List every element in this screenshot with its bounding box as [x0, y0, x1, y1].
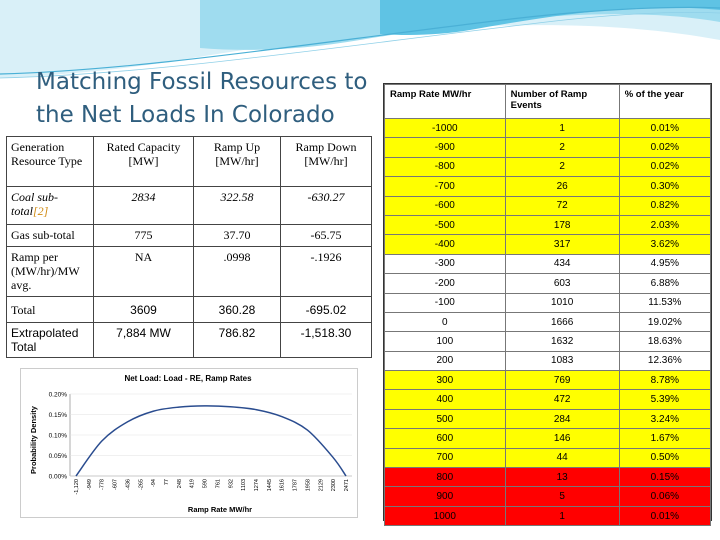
table-row	[7, 323, 372, 358]
ramp-events-cell: 13	[505, 468, 619, 487]
table-row	[385, 506, 711, 525]
table-row	[385, 312, 711, 331]
ramp-rate-cell: -300	[385, 254, 506, 273]
row-ramp-up: 360.28	[194, 297, 281, 323]
x-tick-label: -949	[86, 479, 93, 491]
table-row	[385, 196, 711, 215]
ramp-pct-cell: 12.36%	[619, 351, 710, 370]
header-ramp-up: Ramp Up [MW/hr]	[194, 137, 281, 187]
table-row	[385, 274, 711, 293]
ramp-events-cell: 1	[505, 119, 619, 138]
y-tick-label: 0.20%	[48, 391, 67, 399]
ramp-events-cell: 1666	[505, 312, 619, 331]
ramp-rate-cell: -200	[385, 274, 506, 293]
header-ramp-rate: Ramp Rate MW/hr	[385, 85, 506, 119]
row-capacity: NA	[94, 247, 194, 297]
row-ramp-down: -65.75	[281, 225, 372, 247]
ramp-events-cell: 2	[505, 138, 619, 157]
x-tick-label: 419	[189, 479, 196, 489]
ramp-events-cell: 472	[505, 390, 619, 409]
ramp-events-cell: 317	[505, 235, 619, 254]
ramp-pct-cell: 0.02%	[619, 157, 710, 176]
table-row	[385, 119, 711, 138]
row-ramp-up: 322.58	[194, 187, 281, 225]
table-row	[385, 487, 711, 506]
ramp-rate-cell: -800	[385, 157, 506, 176]
ramp-pct-cell: 0.01%	[619, 119, 710, 138]
x-tick-label: 761	[215, 479, 222, 489]
ramp-events-cell: 5	[505, 487, 619, 506]
table-row	[385, 215, 711, 234]
table-row	[7, 247, 372, 297]
ramp-events-cell: 44	[505, 448, 619, 467]
x-tick-label: -436	[125, 479, 132, 491]
row-ramp-down: -1,518.30	[281, 323, 372, 358]
row-type: Extrapolated Total	[7, 323, 94, 358]
x-tick-label: 248	[176, 479, 183, 489]
table-row	[385, 409, 711, 428]
x-tick-label: 1103	[241, 479, 248, 491]
x-tick-label: 1274	[254, 479, 260, 492]
row-type: Coal sub-total	[11, 190, 59, 218]
table-row	[385, 293, 711, 312]
ramp-rate-cell: 900	[385, 487, 506, 506]
header-resource-type: Generation Resource Type	[7, 137, 94, 187]
y-tick-label: 0.05%	[48, 453, 67, 460]
ramp-rate-cell: 0	[385, 312, 506, 331]
table-row	[385, 254, 711, 273]
table-row	[385, 138, 711, 157]
chart-xlabel: Ramp Rate MW/hr	[187, 505, 253, 514]
ramp-events-cell: 1083	[505, 351, 619, 370]
ramp-pct-cell: 0.02%	[619, 138, 710, 157]
x-tick-label: -1,120	[74, 479, 80, 495]
ramp-pct-cell: 0.15%	[619, 468, 710, 487]
row-ramp-down: -630.27	[281, 187, 372, 225]
ramp-rate-cell: 800	[385, 468, 506, 487]
row-capacity: 7,884 MW	[94, 323, 194, 358]
ramp-rate-cell: 600	[385, 429, 506, 448]
chart-ylabel: Probability Density	[29, 406, 38, 474]
ramp-pct-cell: 18.63%	[619, 332, 710, 351]
x-tick-label: 932	[228, 479, 235, 489]
table-row	[7, 297, 372, 323]
ramp-rate-cell: 100	[385, 332, 506, 351]
table-row	[7, 225, 372, 247]
x-tick-label: -778	[99, 479, 106, 491]
table-row	[385, 468, 711, 487]
ramp-pct-cell: 5.39%	[619, 390, 710, 409]
table-row	[385, 332, 711, 351]
table-row	[385, 429, 711, 448]
ramp-pct-cell: 3.62%	[619, 235, 710, 254]
ramp-rate-cell: -1000	[385, 119, 506, 138]
ramp-pct-cell: 8.78%	[619, 371, 710, 390]
row-ramp-down: -.1926	[281, 247, 372, 297]
table-row	[385, 177, 711, 196]
y-tick-label: 0.15%	[48, 412, 67, 419]
row-type: Total	[7, 297, 94, 323]
row-ramp-up: .0998	[194, 247, 281, 297]
ramp-rate-cell: 700	[385, 448, 506, 467]
slide-title: Matching Fossil Resources to the Net Loads In Colorado	[36, 69, 368, 128]
row-ramp-up: 37.70	[194, 225, 281, 247]
x-tick-label: -94	[151, 479, 158, 487]
y-tick-label: 0.10%	[48, 432, 67, 440]
header-ramp-events: Number of Ramp Events	[505, 85, 619, 119]
table-row	[385, 448, 711, 467]
ramp-events-table	[384, 84, 711, 526]
ramp-rate-cell: -100	[385, 293, 506, 312]
table-row	[385, 351, 711, 370]
ramp-pct-cell: 0.50%	[619, 448, 710, 467]
ramp-events-cell: 434	[505, 254, 619, 273]
ramp-pct-cell: 0.82%	[619, 196, 710, 215]
ramp-rate-cell: 1000	[385, 506, 506, 525]
x-tick-label: 1958	[305, 479, 312, 492]
x-tick-label: 1445	[266, 479, 273, 492]
header-ramp-down: Ramp Down [MW/hr]	[281, 137, 372, 187]
ramp-events-cell: 26	[505, 177, 619, 196]
table-row	[385, 390, 711, 409]
x-tick-label: -607	[112, 479, 119, 491]
ramp-events-cell: 603	[505, 274, 619, 293]
ramp-events-cell: 72	[505, 196, 619, 215]
ramp-rate-cell: -400	[385, 235, 506, 254]
ramp-pct-cell: 4.95%	[619, 254, 710, 273]
row-capacity: 775	[94, 225, 194, 247]
ramp-header-row	[385, 85, 711, 119]
ramp-rate-cell: -500	[385, 215, 506, 234]
ramp-pct-cell: 3.24%	[619, 409, 710, 428]
table-row	[385, 157, 711, 176]
ramp-pct-cell: 0.01%	[619, 506, 710, 525]
table-row	[7, 187, 372, 225]
resource-table	[6, 136, 372, 358]
row-capacity: 2834	[94, 187, 194, 225]
ramp-events-cell: 769	[505, 371, 619, 390]
ramp-events-cell: 1	[505, 506, 619, 525]
table-row	[385, 235, 711, 254]
x-tick-label: 77	[164, 479, 170, 486]
ramp-pct-cell: 19.02%	[619, 312, 710, 331]
ramp-events-cell: 146	[505, 429, 619, 448]
row-type: Gas sub-total	[7, 225, 94, 247]
ramp-rate-cell: -900	[385, 138, 506, 157]
ramp-rate-cell: -600	[385, 196, 506, 215]
ramp-events-cell: 178	[505, 215, 619, 234]
ramp-pct-cell: 11.53%	[619, 293, 710, 312]
row-ramp-up: 786.82	[194, 323, 281, 358]
x-tick-label: 2129	[318, 479, 325, 492]
row-type: Ramp per (MW/hr)/MW avg.	[7, 247, 94, 297]
chart-title: Net Load: Load - RE, Ramp Rates	[124, 374, 252, 383]
row-ramp-down: -695.02	[281, 297, 372, 323]
row-type-cell	[7, 187, 94, 225]
ramp-rate-cell: 500	[385, 409, 506, 428]
ramp-pct-cell: 2.03%	[619, 215, 710, 234]
x-tick-label: 2300	[331, 479, 338, 492]
row-capacity: 3609	[94, 297, 194, 323]
ramp-events-cell: 1632	[505, 332, 619, 351]
x-tick-label: -265	[138, 479, 145, 491]
ramp-pct-cell: 1.67%	[619, 429, 710, 448]
footnote-marker: [2]	[33, 204, 49, 218]
ramp-rate-cell: 400	[385, 390, 506, 409]
header-rated-capacity: Rated Capacity [MW]	[94, 137, 194, 187]
x-tick-label: 2471	[344, 479, 350, 492]
table-row	[385, 371, 711, 390]
ramp-rate-cell: 200	[385, 351, 506, 370]
table-header-row	[7, 137, 372, 187]
ramp-rate-cell: -700	[385, 177, 506, 196]
ramp-events-table-frame	[383, 83, 712, 521]
ramp-pct-cell: 0.06%	[619, 487, 710, 506]
ramp-events-cell: 1010	[505, 293, 619, 312]
y-tick-label: 0.00%	[48, 473, 67, 481]
header-pct-year: % of the year	[619, 85, 710, 119]
x-tick-label: 1787	[292, 479, 299, 492]
chart-frame	[21, 369, 358, 518]
ramp-rate-cell: 300	[385, 371, 506, 390]
x-tick-label: 1616	[279, 479, 286, 492]
x-tick-label: 590	[202, 479, 209, 489]
ramp-events-cell: 2	[505, 157, 619, 176]
ramp-events-cell: 284	[505, 409, 619, 428]
ramp-pct-cell: 0.30%	[619, 177, 710, 196]
ramp-pct-cell: 6.88%	[619, 274, 710, 293]
ramp-rate-density-chart	[20, 368, 358, 518]
